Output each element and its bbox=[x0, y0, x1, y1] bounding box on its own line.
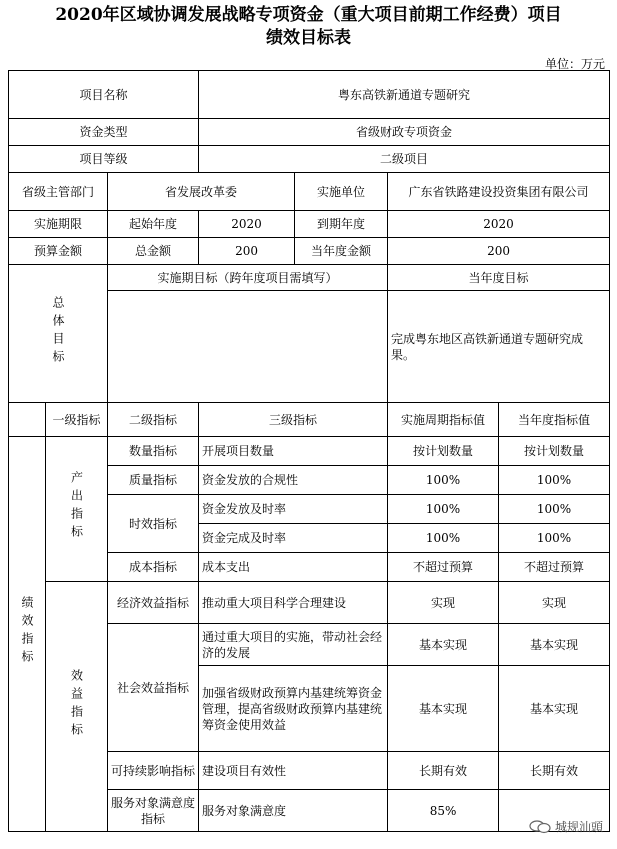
label-budget: 预算金额 bbox=[9, 238, 108, 265]
row-dept bbox=[9, 173, 610, 211]
value-year-goal: 完成粤东地区高铁新通道专题研究成果。 bbox=[388, 291, 610, 403]
quantity-l3: 开展项目数量 bbox=[199, 437, 388, 466]
social-1-pv: 基本实现 bbox=[388, 624, 499, 666]
sustain-pv: 长期有效 bbox=[388, 752, 499, 790]
row-goal-headers bbox=[9, 265, 610, 291]
title-line-2: 绩效目标表 bbox=[266, 28, 351, 48]
quantity-pv: 按计划数量 bbox=[388, 437, 499, 466]
timeliness-1-yv: 100% bbox=[499, 495, 610, 524]
timeliness-2-l3: 资金完成及时率 bbox=[199, 524, 388, 553]
chat-bubbles-icon bbox=[529, 820, 551, 834]
value-total: 200 bbox=[199, 238, 295, 265]
sustain-l3: 建设项目有效性 bbox=[199, 752, 388, 790]
header-level2: 二级指标 bbox=[108, 403, 199, 437]
quality-l2: 质量指标 bbox=[108, 466, 199, 495]
economic-l2: 经济效益指标 bbox=[108, 582, 199, 624]
label-period: 实施期限 bbox=[9, 211, 108, 238]
timeliness-2-yv: 100% bbox=[499, 524, 610, 553]
label-performance bbox=[9, 437, 46, 832]
header-level1: 一级指标 bbox=[46, 403, 108, 437]
timeliness-2-pv: 100% bbox=[388, 524, 499, 553]
sustain-l2: 可持续影响指标 bbox=[108, 752, 199, 790]
quality-l3: 资金发放的合规性 bbox=[199, 466, 388, 495]
social-2-yv: 基本实现 bbox=[499, 666, 610, 752]
overall-goal-text: 总体目标 bbox=[51, 295, 65, 368]
watermark bbox=[529, 818, 603, 835]
economic-l3: 推动重大项目科学合理建设 bbox=[199, 582, 388, 624]
header-level3: 三级指标 bbox=[199, 403, 388, 437]
label-project-level: 项目等级 bbox=[9, 146, 199, 173]
label-fund-type: 资金类型 bbox=[9, 119, 199, 146]
cost-pv: 不超过预算 bbox=[388, 553, 499, 582]
row-budget bbox=[9, 238, 610, 265]
row-economic bbox=[9, 582, 610, 624]
quantity-yv: 按计划数量 bbox=[499, 437, 610, 466]
value-fund-type: 省级财政专项资金 bbox=[199, 119, 610, 146]
timeliness-1-pv: 100% bbox=[388, 495, 499, 524]
output-text: 产出指标 bbox=[69, 471, 84, 543]
value-project-level: 二级项目 bbox=[199, 146, 610, 173]
header-year-value: 当年度指标值 bbox=[499, 403, 610, 437]
label-effect bbox=[46, 582, 108, 832]
quantity-l2: 数量指标 bbox=[108, 437, 199, 466]
row-project-level bbox=[9, 146, 610, 173]
value-project-name: 粤东高铁新通道专题研究 bbox=[199, 71, 610, 119]
document-title bbox=[0, 4, 617, 50]
cost-l3: 成本支出 bbox=[199, 553, 388, 582]
label-project-name: 项目名称 bbox=[9, 71, 199, 119]
watermark-text: 城规汕頭 bbox=[554, 820, 603, 834]
cost-yv: 不超过预算 bbox=[499, 553, 610, 582]
label-total: 总金额 bbox=[108, 238, 199, 265]
label-overall-goal bbox=[9, 265, 108, 403]
label-end-year: 到期年度 bbox=[295, 211, 388, 238]
performance-table bbox=[8, 70, 610, 832]
blank-cell bbox=[9, 403, 46, 437]
economic-yv: 实现 bbox=[499, 582, 610, 624]
row-period bbox=[9, 211, 610, 238]
satisfaction-l3: 服务对象满意度 bbox=[199, 790, 388, 832]
quality-yv: 100% bbox=[499, 466, 610, 495]
header-period-value: 实施周期指标值 bbox=[388, 403, 499, 437]
performance-text: 绩效指标 bbox=[20, 596, 34, 668]
value-impl-goal bbox=[108, 291, 388, 403]
economic-pv: 实现 bbox=[388, 582, 499, 624]
header-impl-goal: 实施期目标（跨年度项目需填写） bbox=[108, 265, 388, 291]
timeliness-l2: 时效指标 bbox=[108, 495, 199, 553]
social-2-l3: 加强省级财政预算内基建统筹资金管理，提高省级财政预算内基建统筹资金使用效益 bbox=[199, 666, 388, 752]
social-1-l3: 通过重大项目的实施，带动社会经济的发展 bbox=[199, 624, 388, 666]
row-project-name bbox=[9, 71, 610, 119]
label-start-year: 起始年度 bbox=[108, 211, 199, 238]
value-start-year: 2020 bbox=[199, 211, 295, 238]
social-2-pv: 基本实现 bbox=[388, 666, 499, 752]
title-line-1: 2020年区域协调发展战略专项资金（重大项目前期工作经费）项目 bbox=[55, 5, 562, 25]
header-year-goal: 当年度目标 bbox=[388, 265, 610, 291]
quality-pv: 100% bbox=[388, 466, 499, 495]
value-dept: 省发展改革委 bbox=[108, 173, 295, 211]
label-current: 当年度金额 bbox=[295, 238, 388, 265]
satisfaction-l2: 服务对象满意度指标 bbox=[108, 790, 199, 832]
social-1-yv: 基本实现 bbox=[499, 624, 610, 666]
sustain-yv: 长期有效 bbox=[499, 752, 610, 790]
social-l2: 社会效益指标 bbox=[108, 624, 199, 752]
row-fund-type bbox=[9, 119, 610, 146]
label-dept: 省级主管部门 bbox=[9, 173, 108, 211]
label-impl-unit: 实施单位 bbox=[295, 173, 388, 211]
value-impl-unit: 广东省铁路建设投资集团有限公司 bbox=[388, 173, 610, 211]
effect-text: 效益指标 bbox=[69, 668, 84, 741]
row-quantity bbox=[9, 437, 610, 466]
row-indicator-headers bbox=[9, 403, 610, 437]
satisfaction-pv: 85% bbox=[388, 790, 499, 832]
value-end-year: 2020 bbox=[388, 211, 610, 238]
unit-label: 单位：万元 bbox=[544, 57, 605, 71]
value-current: 200 bbox=[388, 238, 610, 265]
label-output bbox=[46, 437, 108, 582]
cost-l2: 成本指标 bbox=[108, 553, 199, 582]
timeliness-1-l3: 资金发放及时率 bbox=[199, 495, 388, 524]
